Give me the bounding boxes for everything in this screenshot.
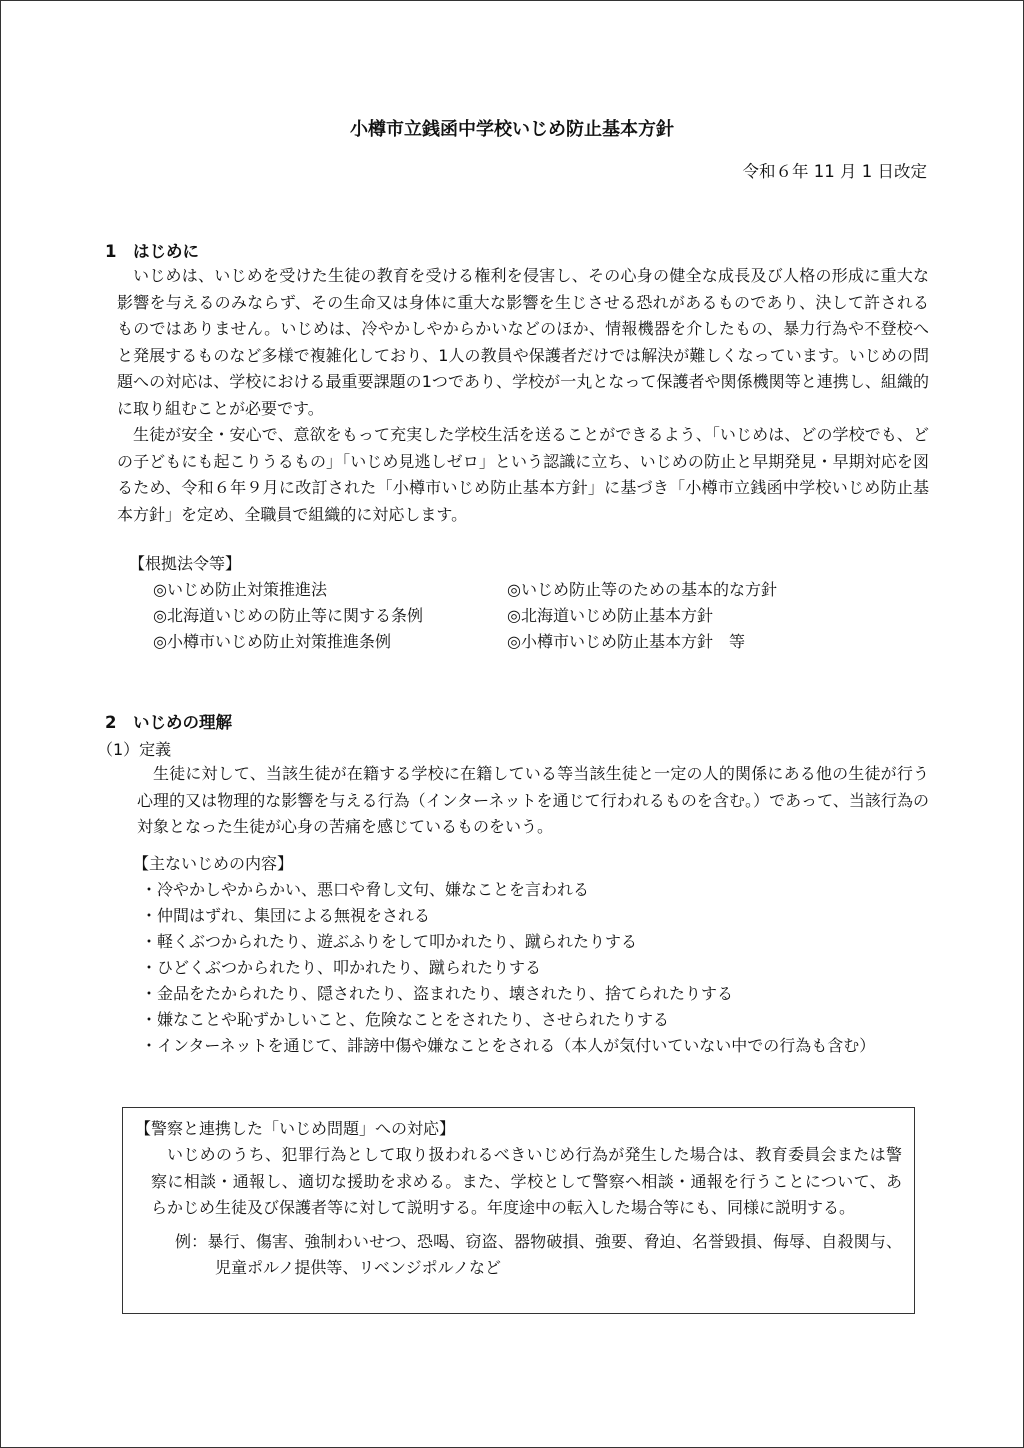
list-item: ・嫌なことや恥ずかしいこと、危険なことをされたり、させられたりする [141, 1010, 670, 1029]
laws-row [129, 603, 777, 629]
laws-row [129, 629, 777, 655]
section1-paragraph-1: いじめは、いじめを受けた生徒の教育を受ける権利を侵害し、その心身の健全な成長及び人格の形成に重大な影響を与えるのみならず、その生命又は身体に重大な影響を生じさせる恐れがあるものであり、決して許されるものではありません。いじめは、冷やかしやからかいなどのほか、情報機器を介したもの、暴力行為や不登校へと発展するものなど多様で複雑化しており、1人の教員や保護者だけでは解決が難しくなっています。いじめの問題への対応は、学校における最重要課題の1つであり、学校が一丸となって保護者や関係機関等と連携し、組織的に取り組むことが必要です。 [117, 266, 929, 418]
list-item: ・軽くぶつかられたり、遊ぶふりをして叩かれたり、蹴られたりする [141, 932, 638, 951]
police-box [122, 1107, 915, 1314]
law-item: ◎小樽市いじめ防止基本方針 等 [507, 632, 745, 651]
police-box-examples: 例：暴行、傷害、強制わいせつ、恐喝、窃盗、器物破損、強要、脅迫、名誉毀損、侮辱、自殺関与、児童ポルノ提供等、リベンジポルノなど [175, 1232, 902, 1278]
law-item: ◎北海道いじめ防止基本方針 [507, 606, 713, 625]
examples-heading: 【主ないじめの内容】 [133, 854, 294, 873]
list-item: ・金品をたかられたり、隠されたり、盗まれたり、壊されたり、捨てられたりする [141, 984, 734, 1003]
section2-heading: 2 いじめの理解 [105, 713, 232, 732]
definition-body [137, 761, 929, 841]
definition-heading: （1）定義 [97, 740, 172, 759]
definition-text: 生徒に対して、当該生徒が在籍する学校に在籍している等当該生徒と一定の人的関係にある他の生徒が行う心理的又は物理的な影響を与える行為（インターネットを通じて行われるものを含む。）であって、当該行為の対象となった生徒が心身の苦痛を感じているものをいう。 [137, 764, 929, 836]
list-item: ・ひどくぶつかられたり、叩かれたり、蹴られたりする [141, 958, 542, 977]
laws-block [129, 551, 777, 655]
document-title: 小樽市立銭函中学校いじめ防止基本方針 [350, 119, 674, 140]
law-item: ◎北海道いじめの防止等に関する条例 [153, 606, 423, 625]
section1-paragraph-2: 生徒が安全・安心で、意欲をもって充実した学校生活を送ることができるよう、「いじめは、どの学校でも、どの子どもにも起こりうるもの」「いじめ見逃しゼロ」という認識に立ち、いじめの防止と早期発見・早期対応を図るため、令和６年９月に改訂された「小樽市いじめ防止基本方針」に基づき「小樽市立銭函中学校いじめ防止基本方針」を定め、全職員で組織的に対応します。 [117, 425, 929, 524]
list-item: ・冷やかしやからかい、悪口や脅し文句、嫌なことを言われる [141, 880, 590, 899]
section1-heading: 1 はじめに [105, 242, 199, 261]
examples-list [133, 851, 935, 1059]
list-item: ・仲間はずれ、集団による無視をされる [141, 906, 430, 925]
law-item: ◎小樽市いじめ防止対策推進条例 [153, 632, 391, 651]
police-box-heading: 【警察と連携した「いじめ問題」への対応】 [135, 1119, 456, 1138]
laws-row [129, 577, 777, 603]
police-box-body: いじめのうち、犯罪行為として取り扱われるべきいじめ行為が発生した場合は、教育委員会または警察に相談・通報し、適切な援助を求める。また、学校として警察へ相談・通報を行うことについて、あらかじめ生徒及び保護者等に対して説明する。年度途中の転入した場合等にも、同様に説明する。 [151, 1145, 902, 1217]
revised-date: 令和６年 11 月 1 日改定 [742, 162, 927, 181]
section1-body [117, 263, 929, 528]
law-item: ◎いじめ防止対策推進法 [153, 580, 327, 599]
law-item: ◎いじめ防止等のための基本的な方針 [507, 580, 777, 599]
list-item: ・インターネットを通じて、誹謗中傷や嫌なことをされる（本人が気付いていない中での行為も含む） [141, 1036, 876, 1055]
laws-heading: 【根拠法令等】 [129, 554, 242, 573]
